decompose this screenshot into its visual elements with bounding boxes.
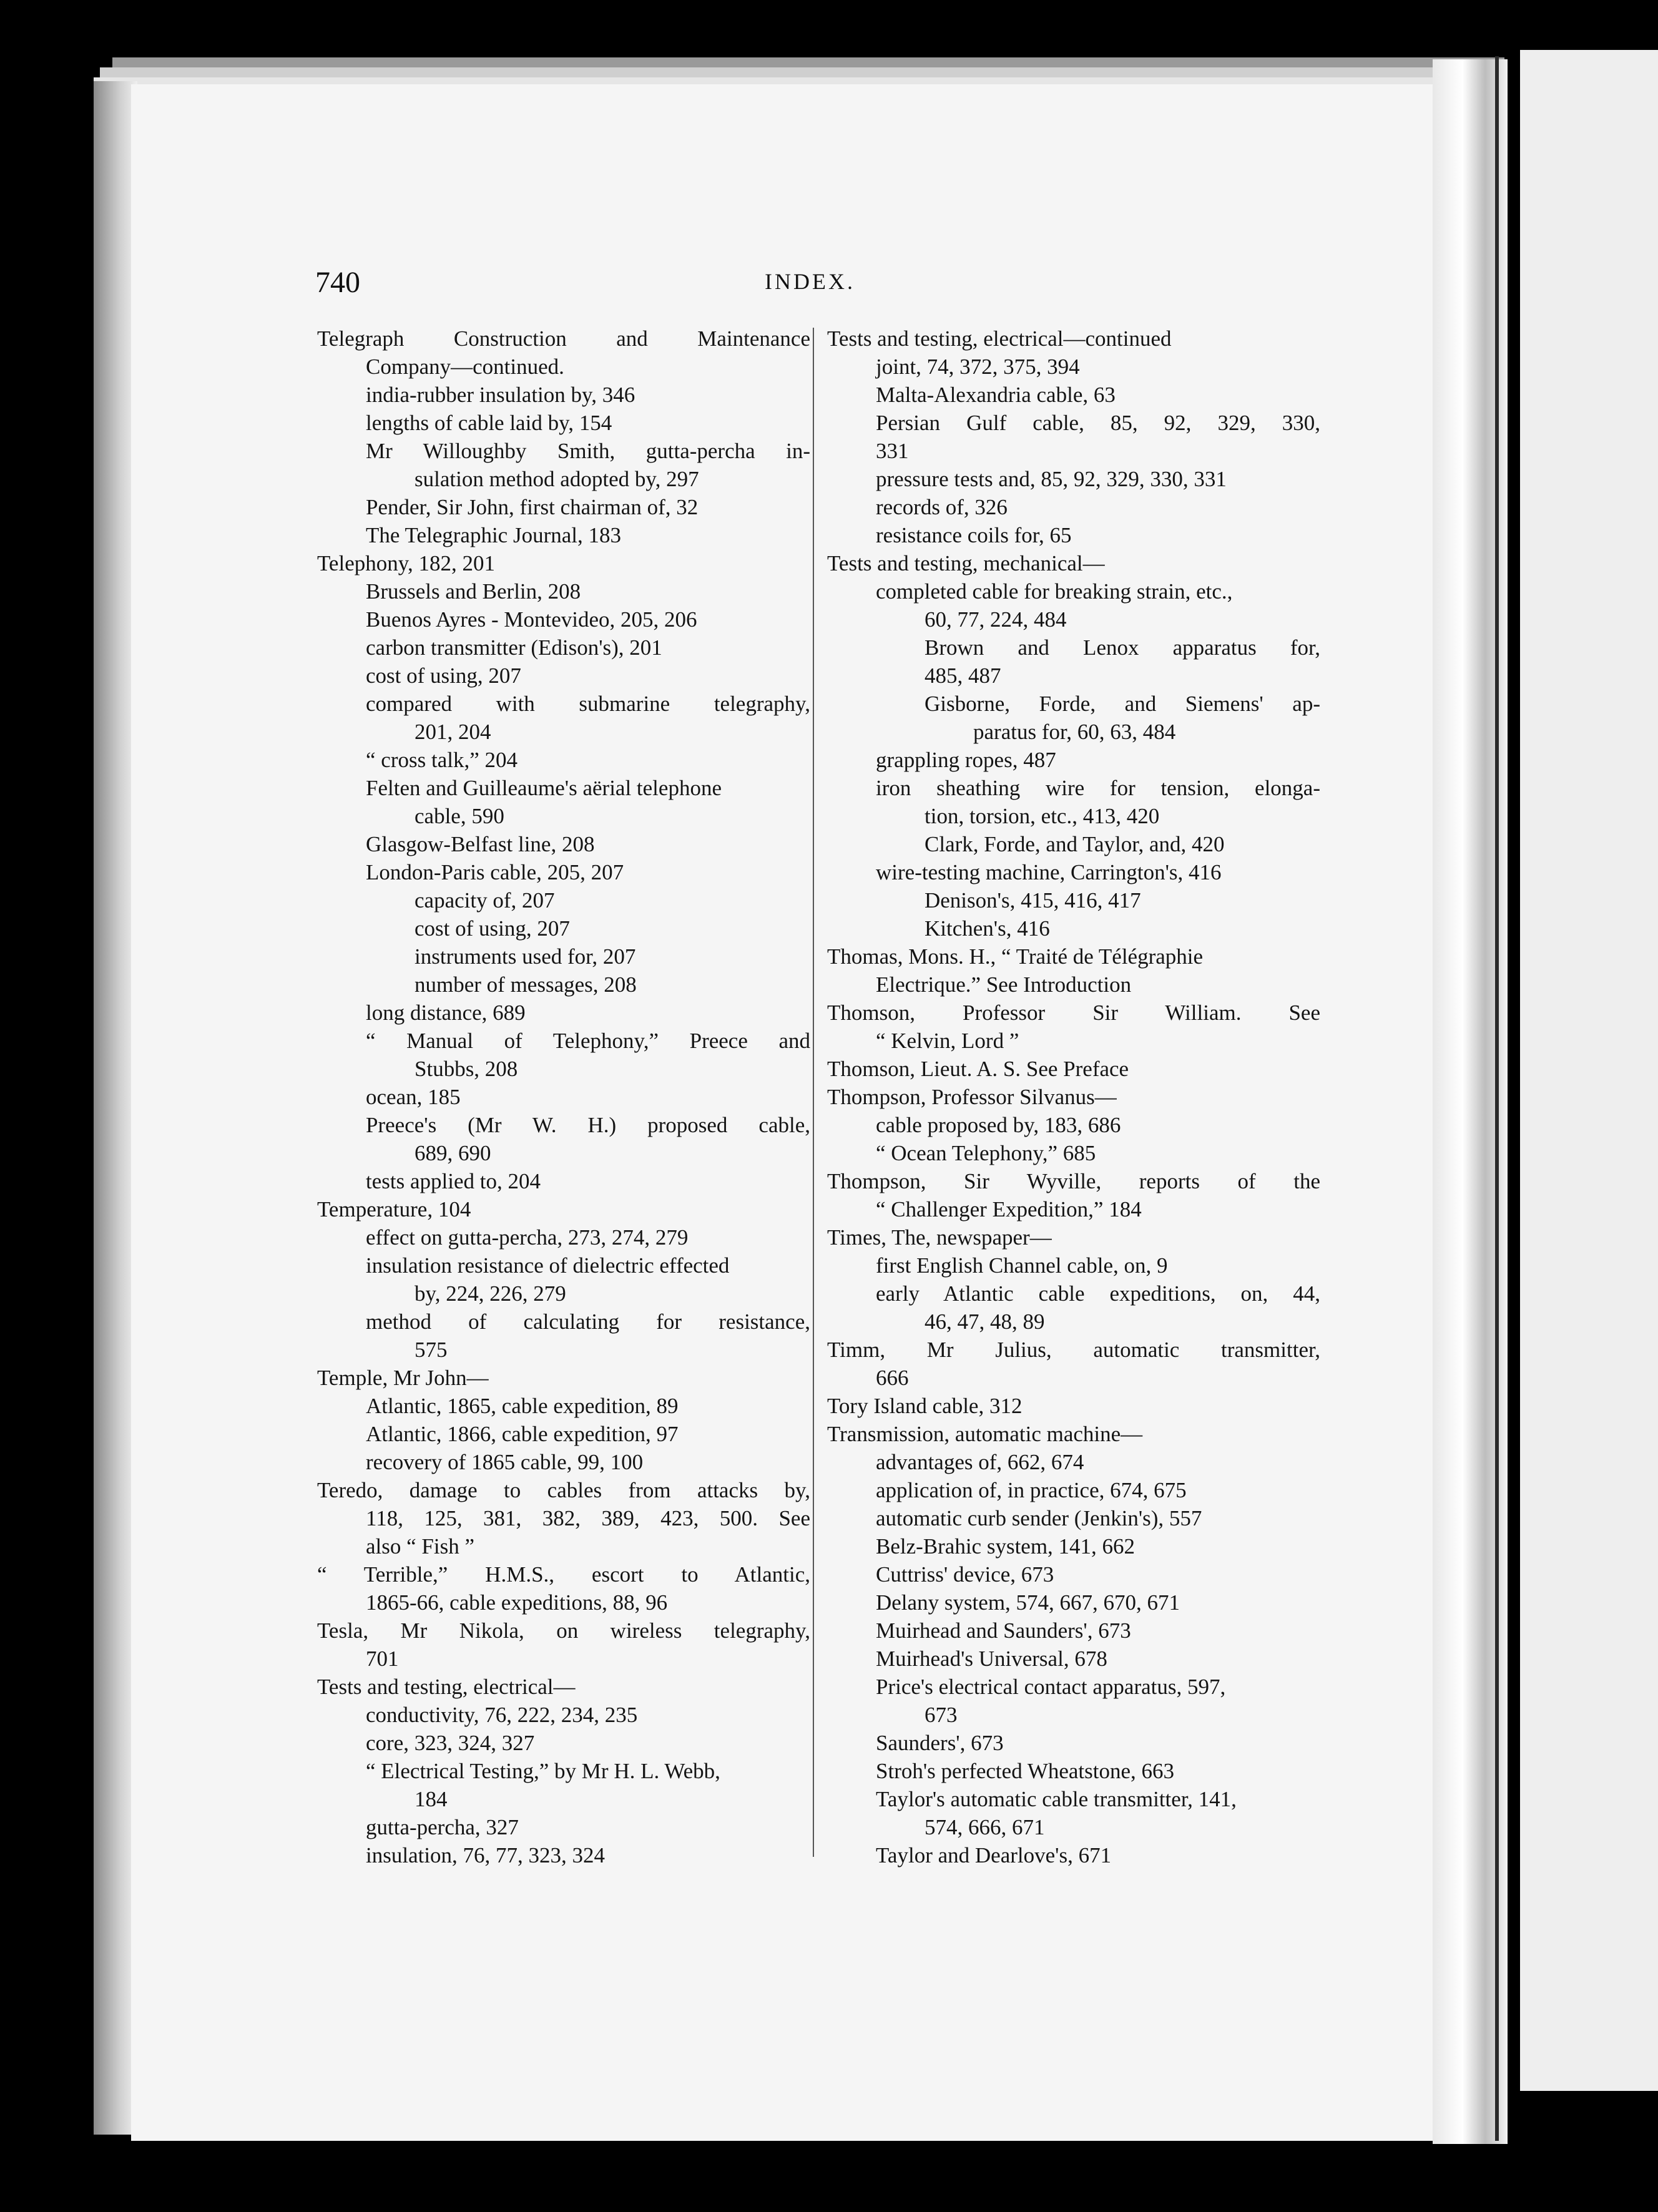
index-entry: Cuttriss' device, 673 xyxy=(876,1562,1054,1587)
index-entry: Thomas, Mons. H., “ Traité de Télégraphie xyxy=(827,944,1204,969)
index-entry: paratus for, 60, 63, 484 xyxy=(973,720,1176,744)
index-entry: Belz-Brahic system, 141, 662 xyxy=(876,1534,1136,1559)
index-entry: advantages of, 662, 674 xyxy=(876,1450,1084,1474)
index-entry: automatic curb sender (Jenkin's), 557 xyxy=(876,1506,1202,1530)
index-entry: Denison's, 415, 416, 417 xyxy=(925,888,1141,913)
index-entry: tion, torsion, etc., 413, 420 xyxy=(925,804,1160,828)
index-entry: joint, 74, 372, 375, 394 xyxy=(876,355,1080,379)
index-entry: wire-testing machine, Carrington's, 416 xyxy=(876,860,1222,884)
page-number: 740 xyxy=(315,266,360,299)
index-entry: Preece's (Mr W. H.) proposed cable, xyxy=(366,1113,810,1137)
index-entry: resistance coils for, 65 xyxy=(876,523,1072,547)
index-entry: effect on gutta-percha, 273, 274, 279 xyxy=(366,1225,689,1250)
index-entry: Glasgow-Belfast line, 208 xyxy=(366,832,595,856)
index-entry: 689, 690 xyxy=(414,1141,491,1165)
index-entry: cost of using, 207 xyxy=(366,663,521,688)
index-entry: grappling ropes, 487 xyxy=(876,748,1056,772)
index-entry: cable proposed by, 183, 686 xyxy=(876,1113,1121,1137)
index-entry: conductivity, 76, 222, 234, 235 xyxy=(366,1703,638,1727)
index-entry: The Telegraphic Journal, 183 xyxy=(366,523,621,547)
index-entry: early Atlantic cable expeditions, on, 44, xyxy=(876,1281,1320,1306)
index-entry: iron sheathing wire for tension, elonga- xyxy=(876,776,1320,800)
index-entry: Brussels and Berlin, 208 xyxy=(366,579,581,604)
index-entry: Price's electrical contact apparatus, 597, xyxy=(876,1675,1226,1699)
index-entry: Atlantic, 1865, cable expedition, 89 xyxy=(366,1394,679,1418)
index-entry: insulation, 76, 77, 323, 324 xyxy=(366,1843,606,1867)
index-entry: tests applied to, 204 xyxy=(366,1169,541,1193)
index-entry: cable, 590 xyxy=(414,804,504,828)
index-entry: Muirhead's Universal, 678 xyxy=(876,1647,1107,1671)
index-entry: “ Electrical Testing,” by Mr H. L. Webb, xyxy=(366,1759,720,1783)
index-entry: “ Challenger Expedition,” 184 xyxy=(876,1197,1142,1221)
index-entry: 184 xyxy=(414,1787,448,1811)
index-entry: Taylor's automatic cable transmitter, 141, xyxy=(876,1787,1237,1811)
index-entry: 666 xyxy=(876,1366,909,1390)
index-entry: Timm, Mr Julius, automatic transmitter, xyxy=(827,1338,1320,1362)
index-entry: Delany system, 574, 667, 670, 671 xyxy=(876,1590,1180,1615)
index-entry: Electrique.” See Introduction xyxy=(876,972,1132,997)
index-entry: pressure tests and, 85, 92, 329, 330, 331 xyxy=(876,467,1227,491)
index-entry: core, 323, 324, 327 xyxy=(366,1731,535,1755)
index-entry: 60, 77, 224, 484 xyxy=(925,607,1067,632)
index-entry: also “ Fish ” xyxy=(366,1534,475,1559)
index-entry: Malta-Alexandria cable, 63 xyxy=(876,383,1116,407)
index-entry: Telegraph Construction and Maintenance xyxy=(317,326,810,351)
index-entry: “ cross talk,” 204 xyxy=(366,748,518,772)
index-entry: gutta-percha, 327 xyxy=(366,1815,519,1839)
index-entry: Pender, Sir John, first chairman of, 32 xyxy=(366,495,699,519)
index-entry: 673 xyxy=(925,1703,958,1727)
index-entry: “ Manual of Telephony,” Preece and xyxy=(366,1029,810,1053)
index-entry: recovery of 1865 cable, 99, 100 xyxy=(366,1450,644,1474)
index-entry: number of messages, 208 xyxy=(414,972,637,997)
index-entry: Brown and Lenox apparatus for, xyxy=(925,635,1320,660)
index-entry: Taylor and Dearlove's, 671 xyxy=(876,1843,1112,1867)
running-head: INDEX. xyxy=(765,269,855,294)
index-entry: Atlantic, 1866, cable expedition, 97 xyxy=(366,1422,679,1446)
page-header xyxy=(0,259,1658,309)
index-entry: lengths of cable laid by, 154 xyxy=(366,411,612,435)
index-entry: “ Ocean Telephony,” 685 xyxy=(876,1141,1096,1165)
index-entry: 575 xyxy=(414,1338,448,1362)
adjacent-page xyxy=(1520,50,1658,2091)
index-entry: Thomson, Lieut. A. S. See Preface xyxy=(827,1057,1129,1081)
column-divider xyxy=(813,328,814,1857)
index-column-right xyxy=(827,325,1320,1869)
index-entry: Persian Gulf cable, 85, 92, 329, 330, xyxy=(876,411,1320,435)
index-entry: ocean, 185 xyxy=(366,1085,461,1109)
index-entry: Tory Island cable, 312 xyxy=(827,1394,1023,1418)
index-entry: Times, The, newspaper— xyxy=(827,1225,1052,1250)
index-entry: sulation method adopted by, 297 xyxy=(414,467,699,491)
index-entry: india-rubber insulation by, 346 xyxy=(366,383,635,407)
index-entry: carbon transmitter (Edison's), 201 xyxy=(366,635,662,660)
index-entry: Company—continued. xyxy=(366,355,564,379)
index-entry: Thompson, Professor Silvanus— xyxy=(827,1085,1117,1109)
index-entry: Tests and testing, electrical—continued xyxy=(827,326,1172,351)
index-entry: 701 xyxy=(366,1647,399,1671)
index-entry: application of, in practice, 674, 675 xyxy=(876,1478,1187,1502)
index-entry: Tests and testing, mechanical— xyxy=(827,551,1105,575)
index-entry: cost of using, 207 xyxy=(414,916,570,941)
index-entry: Temperature, 104 xyxy=(317,1197,471,1221)
index-entry: Temple, Mr John— xyxy=(317,1366,489,1390)
index-entry: capacity of, 207 xyxy=(414,888,555,913)
index-entry: 46, 47, 48, 89 xyxy=(925,1309,1045,1334)
index-entry: 331 xyxy=(876,439,909,463)
index-entry: instruments used for, 207 xyxy=(414,944,636,969)
index-entry: Teredo, damage to cables from attacks by, xyxy=(317,1478,810,1502)
index-entry: “ Terrible,” H.M.S., escort to Atlantic, xyxy=(317,1562,810,1587)
index-entry: London-Paris cable, 205, 207 xyxy=(366,860,624,884)
index-entry: long distance, 689 xyxy=(366,1001,526,1025)
index-entry: Thompson, Sir Wyville, reports of the xyxy=(827,1169,1320,1193)
index-entry: records of, 326 xyxy=(876,495,1008,519)
index-entry: Gisborne, Forde, and Siemens' ap- xyxy=(925,692,1320,716)
index-entry: completed cable for breaking strain, etc., xyxy=(876,579,1233,604)
index-entry: Stubbs, 208 xyxy=(414,1057,518,1081)
index-entry: method of calculating for resistance, xyxy=(366,1309,810,1334)
index-entry: 118, 125, 381, 382, 389, 423, 500. See xyxy=(366,1506,810,1530)
index-entry: Kitchen's, 416 xyxy=(925,916,1050,941)
index-entry: by, 224, 226, 279 xyxy=(414,1281,566,1306)
index-entry: Muirhead and Saunders', 673 xyxy=(876,1618,1131,1643)
index-entry: 485, 487 xyxy=(925,663,1001,688)
index-entry: Stroh's perfected Wheatstone, 663 xyxy=(876,1759,1175,1783)
index-entry: compared with submarine telegraphy, xyxy=(366,692,810,716)
index-entry: Tests and testing, electrical— xyxy=(317,1675,576,1699)
index-entry: Tesla, Mr Nikola, on wireless telegraphy, xyxy=(317,1618,810,1643)
index-entry: 1865-66, cable expeditions, 88, 96 xyxy=(366,1590,668,1615)
index-entry: Buenos Ayres - Montevideo, 205, 206 xyxy=(366,607,697,632)
index-entry: Thomson, Professor Sir William. See xyxy=(827,1001,1320,1025)
page-fore-edge-line xyxy=(1495,56,1499,2141)
index-entry: Mr Willoughby Smith, gutta-percha in- xyxy=(366,439,810,463)
index-entry: Felten and Guilleaume's aërial telephone xyxy=(366,776,722,800)
index-entry: Clark, Forde, and Taylor, and, 420 xyxy=(925,832,1225,856)
index-column-left xyxy=(317,325,810,1869)
index-entry: Transmission, automatic machine— xyxy=(827,1422,1143,1446)
index-entry: 201, 204 xyxy=(414,720,491,744)
index-entry: Saunders', 673 xyxy=(876,1731,1004,1755)
index-entry: insulation resistance of dielectric effected xyxy=(366,1253,730,1278)
index-entry: 574, 666, 671 xyxy=(925,1815,1045,1839)
index-entry: first English Channel cable, on, 9 xyxy=(876,1253,1168,1278)
index-entry: “ Kelvin, Lord ” xyxy=(876,1029,1019,1053)
index-entry: Telephony, 182, 201 xyxy=(317,551,495,575)
